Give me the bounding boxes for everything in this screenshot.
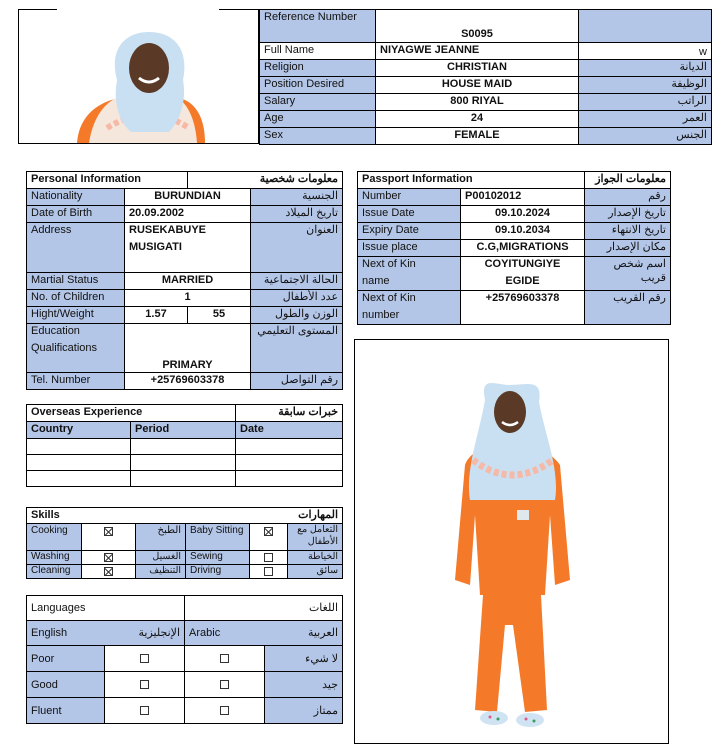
address-arabic: العنوان <box>251 223 343 273</box>
expiry-date-arabic: تاريخ الانتهاء <box>585 223 671 240</box>
passport-info-table <box>357 171 671 325</box>
tel-value: +25769603378 <box>125 373 251 390</box>
issue-date-label: Issue Date <box>358 206 461 223</box>
skill-babysitting-arabic <box>288 524 343 551</box>
full-body-photo <box>354 339 669 744</box>
arabic-poor-checkbox[interactable] <box>185 646 265 672</box>
personal-info-title-arabic: معلومات شخصية <box>188 172 343 189</box>
reference-number-arabic <box>579 10 712 43</box>
sex-arabic: الجنس <box>579 128 712 145</box>
full-body-photo-graphic <box>355 340 670 745</box>
weight-value: 55 <box>188 307 251 324</box>
unchecked-box-icon <box>264 567 273 576</box>
unchecked-box-icon <box>220 706 229 715</box>
personal-info-table <box>26 171 343 390</box>
kin-name-line-2: EGIDE <box>505 275 540 287</box>
marital-label: Martial Status <box>27 273 125 290</box>
header-info-table <box>259 9 712 145</box>
level-fluent-arabic: ممتاز <box>265 698 343 724</box>
languages-title-arabic: اللغات <box>185 596 343 621</box>
skills-table <box>26 507 343 579</box>
arabic-fluent-checkbox[interactable] <box>185 698 265 724</box>
unchecked-box-icon <box>220 654 229 663</box>
languages-table <box>26 595 343 724</box>
position-value: HOUSE MAID <box>376 77 579 94</box>
nationality-label: Nationality <box>27 189 125 206</box>
skill-driving-checkbox[interactable] <box>250 565 288 579</box>
unchecked-box-icon <box>140 654 149 663</box>
kin-name-value <box>461 257 585 291</box>
overseas-col-date: Date <box>236 422 343 439</box>
reference-number-value: S0095 <box>376 10 579 43</box>
skill-babysitting-label: Baby Sitting <box>186 524 250 551</box>
reference-number-label: Reference Number <box>260 10 376 43</box>
skill-driving-label: Driving <box>186 565 250 579</box>
expiry-date-value: 09.10.2034 <box>461 223 585 240</box>
sex-label: Sex <box>260 128 376 145</box>
issue-date-arabic: تاريخ الإصدار <box>585 206 671 223</box>
skill-cooking-checkbox[interactable] <box>82 524 136 551</box>
skill-cleaning-arabic: التنظيف <box>136 565 186 579</box>
language-arabic-label: Arabic <box>185 621 265 646</box>
english-poor-checkbox[interactable] <box>105 646 185 672</box>
sex-value: FEMALE <box>376 128 579 145</box>
skill-sewing-checkbox[interactable] <box>250 551 288 565</box>
education-label-line-1: Education <box>31 325 80 337</box>
overseas-title: Overseas Experience <box>27 405 236 422</box>
salary-value: 800 RIYAL <box>376 94 579 111</box>
unchecked-box-icon <box>264 553 273 562</box>
skill-cooking-arabic: الطبخ <box>136 524 186 551</box>
language-english-arabic: الإنجليزية <box>105 621 185 646</box>
unchecked-box-icon <box>140 680 149 689</box>
skill-sewing-arabic: الخياطة <box>288 551 343 565</box>
checked-box-icon <box>104 553 113 562</box>
passport-info-title: Passport Information <box>358 172 585 189</box>
expiry-date-label: Expiry Date <box>358 223 461 240</box>
issue-date-value: 09.10.2024 <box>461 206 585 223</box>
address-line-2: MUSIGATI <box>129 241 182 253</box>
level-poor-arabic: لا شيء <box>265 646 343 672</box>
dob-arabic: تاريخ الميلاد <box>251 206 343 223</box>
passport-info-title-arabic: معلومات الجواز <box>585 172 671 189</box>
checked-box-icon <box>104 567 113 576</box>
portrait-photo-graphic <box>19 10 260 145</box>
salary-arabic: الراتب <box>579 94 712 111</box>
language-english-label: English <box>27 621 105 646</box>
nationality-value: BURUNDIAN <box>125 189 251 206</box>
tel-arabic: رقم التواصل <box>251 373 343 390</box>
dob-value: 20.09.2002 <box>125 206 251 223</box>
arabic-good-checkbox[interactable] <box>185 672 265 698</box>
kin-name-label <box>358 257 461 291</box>
address-value <box>125 223 251 273</box>
unchecked-box-icon <box>140 706 149 715</box>
religion-value: CHRISTIAN <box>376 60 579 77</box>
age-value: 24 <box>376 111 579 128</box>
kin-number-value: +25769603378 <box>461 291 585 325</box>
education-label <box>27 324 125 373</box>
salary-label: Salary <box>260 94 376 111</box>
level-fluent-label: Fluent <box>27 698 105 724</box>
issue-place-label: Issue place <box>358 240 461 257</box>
children-arabic: عدد الأطفال <box>251 290 343 307</box>
skills-title-arabic: المهارات <box>186 508 343 524</box>
skill-cleaning-label: Cleaning <box>27 565 82 579</box>
kin-name-arabic-line-2: قريب <box>640 272 666 284</box>
english-good-checkbox[interactable] <box>105 672 185 698</box>
issue-place-value: C.G,MIGRATIONS <box>461 240 585 257</box>
dob-label: Date of Birth <box>27 206 125 223</box>
overseas-col-period: Period <box>131 422 236 439</box>
skill-driving-arabic: سائق <box>288 565 343 579</box>
table-row <box>27 455 343 471</box>
tel-label: Tel. Number <box>27 373 125 390</box>
skill-cleaning-checkbox[interactable] <box>82 565 136 579</box>
level-poor-label: Poor <box>27 646 105 672</box>
height-weight-arabic: الوزن والطول <box>251 307 343 324</box>
skill-babysitting-arabic-line-1: التعامل مع <box>297 524 339 535</box>
overseas-experience-table <box>26 404 343 487</box>
issue-place-arabic: مكان الإصدار <box>585 240 671 257</box>
skills-title: Skills <box>27 508 186 524</box>
children-label: No. of Children <box>27 290 125 307</box>
position-label: Position Desired <box>260 77 376 94</box>
kin-number-label <box>358 291 461 325</box>
address-label: Address <box>27 223 125 273</box>
checked-box-icon <box>264 527 273 536</box>
height-weight-label: Hight/Weight <box>27 307 125 324</box>
education-value: PRIMARY <box>125 324 251 373</box>
skill-babysitting-checkbox[interactable] <box>250 524 288 551</box>
marital-value: MARRIED <box>125 273 251 290</box>
skill-cooking-label: Cooking <box>27 524 82 551</box>
passport-number-label: Number <box>358 189 461 206</box>
religion-label: Religion <box>260 60 376 77</box>
age-arabic: العمر <box>579 111 712 128</box>
checked-box-icon <box>104 527 113 536</box>
skill-sewing-label: Sewing <box>186 551 250 565</box>
language-arabic-arabic: العربية <box>265 621 343 646</box>
full-name-value: NIYAGWE JEANNE <box>376 43 579 60</box>
education-arabic: المستوى التعليمي <box>251 324 343 373</box>
full-name-label: Full Name <box>260 43 376 60</box>
kin-name-label-line-2: name <box>362 275 390 287</box>
personal-info-title: Personal Information <box>27 172 188 189</box>
address-line-1: RUSEKABUYE <box>129 224 207 236</box>
portrait-photo <box>18 9 259 144</box>
skill-washing-checkbox[interactable] <box>82 551 136 565</box>
table-row <box>27 471 343 487</box>
kin-name-line-1: COYITUNGIYE <box>484 258 561 270</box>
skill-babysitting-arabic-line-2: الأطفال <box>307 536 339 547</box>
passport-number-value: P00102012 <box>461 189 585 206</box>
education-label-line-2: Qualifications <box>31 342 98 354</box>
marital-arabic: الحالة الاجتماعية <box>251 273 343 290</box>
position-arabic: الوظيفة <box>579 77 712 94</box>
languages-title: Languages <box>27 596 185 621</box>
nationality-arabic: الجنسية <box>251 189 343 206</box>
unchecked-box-icon <box>220 680 229 689</box>
table-row <box>27 439 343 455</box>
kin-name-label-line-1: Next of Kin <box>362 258 416 270</box>
religion-arabic: الديانة <box>579 60 712 77</box>
english-fluent-checkbox[interactable] <box>105 698 185 724</box>
level-good-label: Good <box>27 672 105 698</box>
overseas-col-country: Country <box>27 422 131 439</box>
skill-washing-label: Washing <box>27 551 82 565</box>
kin-number-arabic: رقم القريب <box>585 291 671 325</box>
kin-number-label-line-1: Next of Kin <box>362 292 416 304</box>
kin-name-arabic <box>585 257 671 291</box>
full-name-arabic: w <box>579 43 712 60</box>
passport-number-arabic: رقم <box>585 189 671 206</box>
level-good-arabic: جيد <box>265 672 343 698</box>
skill-washing-arabic: الغسيل <box>136 551 186 565</box>
height-value: 1.57 <box>125 307 188 324</box>
age-label: Age <box>260 111 376 128</box>
children-value: 1 <box>125 290 251 307</box>
kin-number-label-line-2: number <box>362 309 400 321</box>
kin-name-arabic-line-1: اسم شخص <box>613 258 666 270</box>
overseas-title-arabic: خبرات سابقة <box>236 405 343 422</box>
